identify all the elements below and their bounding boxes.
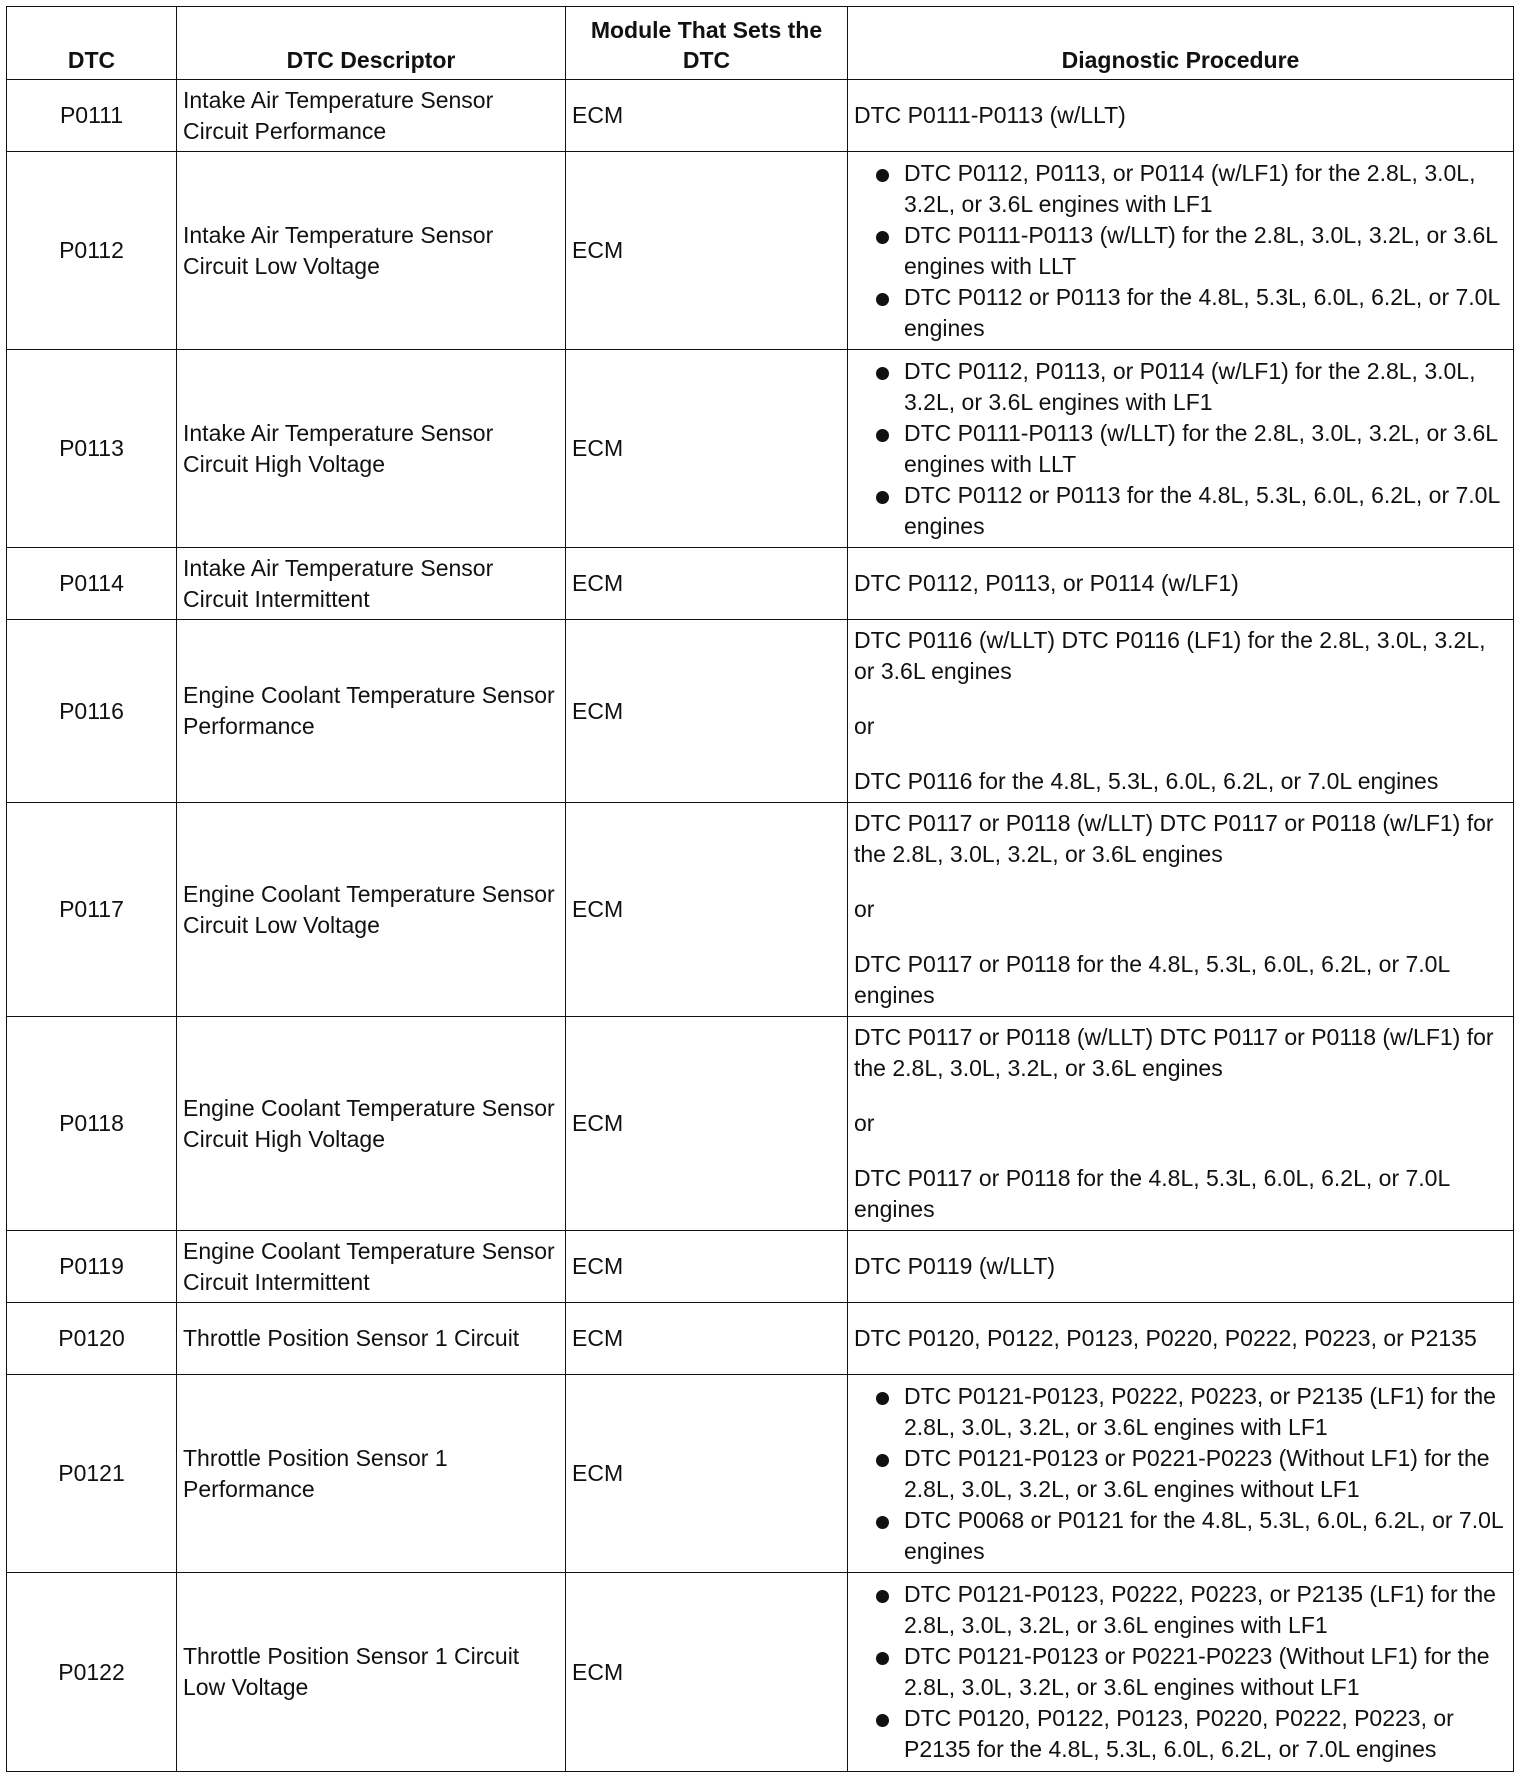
dtc-descriptor-cell: Engine Coolant Temperature Sensor Circuit High Voltage xyxy=(177,1017,566,1231)
module-cell: ECM xyxy=(566,1375,848,1573)
procedure-list-item: DTC P0112, P0113, or P0114 (w/LF1) for the 2.8L, 3.0L, 3.2L, or 3.6L engines with LF1 xyxy=(854,356,1507,418)
procedure-text: or xyxy=(854,896,875,922)
table-row xyxy=(7,1375,1514,1573)
diagnostic-procedure-cell xyxy=(848,548,1514,620)
header-diagnostic-procedure: Diagnostic Procedure xyxy=(848,7,1514,80)
diagnostic-procedure-cell xyxy=(848,1017,1514,1231)
procedure-list-item: DTC P0121-P0123, P0222, P0223, or P2135 (LF1) for the 2.8L, 3.0L, 3.2L, or 3.6L engines with LF1 xyxy=(854,1381,1507,1443)
dtc-code-cell: P0121 xyxy=(7,1375,177,1573)
procedure-list-item: DTC P0121-P0123 or P0221-P0223 (Without LF1) for the 2.8L, 3.0L, 3.2L, or 3.6L engines without LF1 xyxy=(854,1641,1507,1703)
procedure-text: DTC P0116 for the 4.8L, 5.3L, 6.0L, 6.2L, or 7.0L engines xyxy=(854,768,1439,794)
procedure-text: DTC P0117 or P0118 (w/LLT) DTC P0117 or P0118 (w/LF1) for the 2.8L, 3.0L, 3.2L, or 3.6L engines xyxy=(854,1024,1494,1081)
procedure-list-item: DTC P0111-P0113 (w/LLT) for the 2.8L, 3.0L, 3.2L, or 3.6L engines with LLT xyxy=(854,418,1507,480)
module-cell: ECM xyxy=(566,620,848,803)
procedure-list-item: DTC P0120, P0122, P0123, P0220, P0222, P0223, or P2135 for the 4.8L, 5.3L, 6.0L, 6.2L, or 7.0L engines xyxy=(854,1703,1507,1765)
diagnostic-procedure-cell xyxy=(848,1231,1514,1303)
module-cell: ECM xyxy=(566,80,848,152)
dtc-descriptor-cell: Intake Air Temperature Sensor Circuit Low Voltage xyxy=(177,152,566,350)
table-row xyxy=(7,350,1514,548)
dtc-code-cell: P0120 xyxy=(7,1303,177,1375)
table-row xyxy=(7,80,1514,152)
procedure-list-item: DTC P0111-P0113 (w/LLT) for the 2.8L, 3.0L, 3.2L, or 3.6L engines with LLT xyxy=(854,220,1507,282)
procedure-text: DTC P0117 or P0118 for the 4.8L, 5.3L, 6.0L, 6.2L, or 7.0L engines xyxy=(854,951,1450,1008)
dtc-code-cell: P0114 xyxy=(7,548,177,620)
module-cell: ECM xyxy=(566,803,848,1017)
header-module: Module That Sets the DTC xyxy=(566,7,848,80)
table-row xyxy=(7,620,1514,803)
procedure-list-item: DTC P0112 or P0113 for the 4.8L, 5.3L, 6.0L, 6.2L, or 7.0L engines xyxy=(854,282,1507,344)
diagnostic-procedure-cell xyxy=(848,620,1514,803)
header-dtc-descriptor: DTC Descriptor xyxy=(177,7,566,80)
procedure-text: DTC P0117 or P0118 (w/LLT) DTC P0117 or P0118 (w/LF1) for the 2.8L, 3.0L, 3.2L, or 3.6L engines xyxy=(854,810,1494,867)
header-row xyxy=(7,7,1514,80)
module-cell: ECM xyxy=(566,1573,848,1772)
procedure-text: or xyxy=(854,713,875,739)
procedure-list-item: DTC P0068 or P0121 for the 4.8L, 5.3L, 6.0L, 6.2L, or 7.0L engines xyxy=(854,1505,1507,1567)
dtc-descriptor-cell: Engine Coolant Temperature Sensor Circuit Low Voltage xyxy=(177,803,566,1017)
procedure-text: or xyxy=(854,1110,875,1136)
dtc-descriptor-cell: Throttle Position Sensor 1 Circuit xyxy=(177,1303,566,1375)
dtc-code-cell: P0118 xyxy=(7,1017,177,1231)
dtc-descriptor-cell: Intake Air Temperature Sensor Circuit Intermittent xyxy=(177,548,566,620)
dtc-descriptor-cell: Engine Coolant Temperature Sensor Performance xyxy=(177,620,566,803)
dtc-code-cell: P0113 xyxy=(7,350,177,548)
table-row xyxy=(7,548,1514,620)
dtc-descriptor-cell: Intake Air Temperature Sensor Circuit Performance xyxy=(177,80,566,152)
table-row xyxy=(7,1017,1514,1231)
procedure-text: DTC P0119 (w/LLT) xyxy=(854,1253,1056,1279)
dtc-code-cell: P0112 xyxy=(7,152,177,350)
table-row xyxy=(7,803,1514,1017)
diagnostic-procedure-cell xyxy=(848,1303,1514,1375)
table-row xyxy=(7,152,1514,350)
dtc-table xyxy=(6,6,1514,1772)
dtc-descriptor-cell: Throttle Position Sensor 1 Performance xyxy=(177,1375,566,1573)
dtc-descriptor-cell: Throttle Position Sensor 1 Circuit Low Voltage xyxy=(177,1573,566,1772)
header-dtc: DTC xyxy=(7,7,177,80)
procedure-list xyxy=(854,1579,1507,1765)
dtc-descriptor-cell: Intake Air Temperature Sensor Circuit High Voltage xyxy=(177,350,566,548)
procedure-text: DTC P0111-P0113 (w/LLT) xyxy=(854,102,1126,128)
procedure-text: DTC P0116 (w/LLT) DTC P0116 (LF1) for the 2.8L, 3.0L, 3.2L, or 3.6L engines xyxy=(854,627,1486,684)
module-cell: ECM xyxy=(566,1303,848,1375)
procedure-text: DTC P0112, P0113, or P0114 (w/LF1) xyxy=(854,570,1239,596)
procedure-text: DTC P0120, P0122, P0123, P0220, P0222, P0223, or P2135 xyxy=(854,1325,1477,1351)
procedure-list-item: DTC P0121-P0123 or P0221-P0223 (Without LF1) for the 2.8L, 3.0L, 3.2L, or 3.6L engines without LF1 xyxy=(854,1443,1507,1505)
diagnostic-procedure-cell xyxy=(848,1375,1514,1573)
procedure-list xyxy=(854,1381,1507,1567)
procedure-list-item: DTC P0121-P0123, P0222, P0223, or P2135 (LF1) for the 2.8L, 3.0L, 3.2L, or 3.6L engines with LF1 xyxy=(854,1579,1507,1641)
dtc-descriptor-cell: Engine Coolant Temperature Sensor Circuit Intermittent xyxy=(177,1231,566,1303)
module-cell: ECM xyxy=(566,1017,848,1231)
procedure-list xyxy=(854,158,1507,344)
table-row xyxy=(7,1573,1514,1772)
module-cell: ECM xyxy=(566,548,848,620)
table-body xyxy=(7,80,1514,1772)
module-cell: ECM xyxy=(566,350,848,548)
table-row xyxy=(7,1231,1514,1303)
dtc-code-cell: P0119 xyxy=(7,1231,177,1303)
diagnostic-procedure-cell xyxy=(848,350,1514,548)
dtc-code-cell: P0116 xyxy=(7,620,177,803)
diagnostic-procedure-cell xyxy=(848,80,1514,152)
dtc-code-cell: P0122 xyxy=(7,1573,177,1772)
diagnostic-procedure-cell xyxy=(848,152,1514,350)
module-cell: ECM xyxy=(566,152,848,350)
dtc-code-cell: P0117 xyxy=(7,803,177,1017)
procedure-list-item: DTC P0112 or P0113 for the 4.8L, 5.3L, 6.0L, 6.2L, or 7.0L engines xyxy=(854,480,1507,542)
procedure-list-item: DTC P0112, P0113, or P0114 (w/LF1) for the 2.8L, 3.0L, 3.2L, or 3.6L engines with LF1 xyxy=(854,158,1507,220)
module-cell: ECM xyxy=(566,1231,848,1303)
procedure-list xyxy=(854,356,1507,542)
procedure-text: DTC P0117 or P0118 for the 4.8L, 5.3L, 6.0L, 6.2L, or 7.0L engines xyxy=(854,1165,1450,1222)
diagnostic-procedure-cell xyxy=(848,803,1514,1017)
dtc-code-cell: P0111 xyxy=(7,80,177,152)
diagnostic-procedure-cell xyxy=(848,1573,1514,1772)
table-row xyxy=(7,1303,1514,1375)
